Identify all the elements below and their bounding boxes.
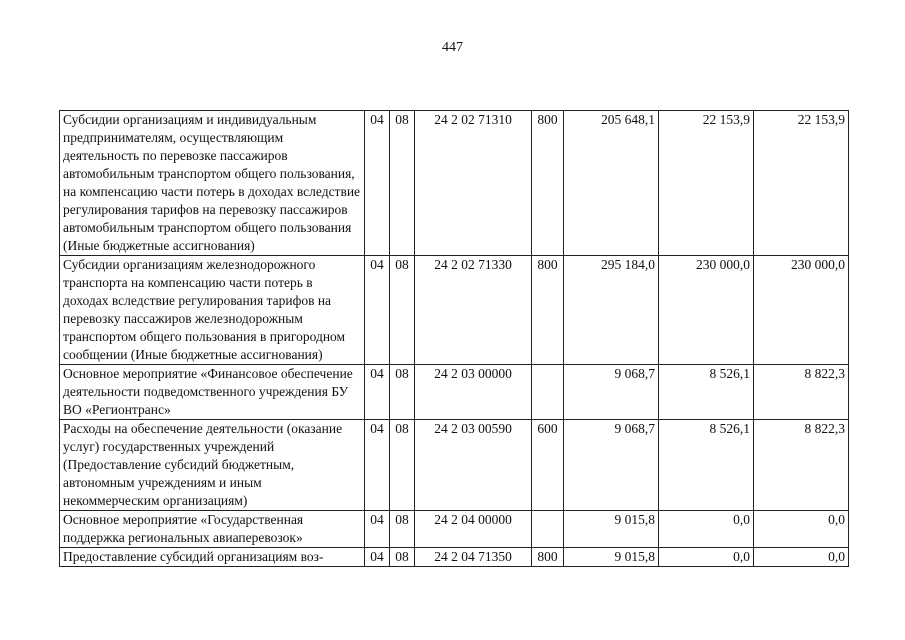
section-code: 04: [365, 111, 390, 256]
amount-year-3: 0,0: [754, 548, 849, 567]
page-number: 447: [442, 40, 463, 55]
subsection-code: 08: [390, 548, 415, 567]
section-code: 04: [365, 365, 390, 420]
table-row: [60, 111, 849, 256]
expense-type-code: [532, 365, 564, 420]
subsection-code: 08: [390, 256, 415, 365]
amount-year-3: 22 153,9: [754, 111, 849, 256]
row-name: Субсидии организациям железнодорожного транспорта на компенсацию части потерь в доходах вследствие регулирования тарифов на перевозку пассажиров железнодорожным транспортом общего пользования в пригородном сообщении (Иные бюджетные ассигнования): [60, 256, 365, 365]
amount-year-1: 9 068,7: [564, 420, 659, 511]
expense-type-code: 800: [532, 111, 564, 256]
expense-type-code: 800: [532, 256, 564, 365]
section-code: 04: [365, 256, 390, 365]
amount-year-1: 9 015,8: [564, 548, 659, 567]
section-code: 04: [365, 511, 390, 548]
row-name: Основное мероприятие «Государственная поддержка региональных авиаперевозок»: [60, 511, 365, 548]
table-row: [60, 256, 849, 365]
target-article-code: 24 2 03 00000: [415, 365, 532, 420]
target-article-code: 24 2 04 71350: [415, 548, 532, 567]
target-article-code: 24 2 02 71310: [415, 111, 532, 256]
section-code: 04: [365, 420, 390, 511]
row-name: Субсидии организациям и индивидуальным предпринимателям, осуществляющим деятельность по перевозке пассажиров автомобильным транспортом общего пользования, на компенсацию части потерь в доходах вследствие регулирования тарифов на перевозку пассажиров автомобильным транспортом общего пользования (Иные бюджетные ассигнования): [60, 111, 365, 256]
expense-type-code: 600: [532, 420, 564, 511]
subsection-code: 08: [390, 511, 415, 548]
expense-type-code: [532, 511, 564, 548]
amount-year-2: 230 000,0: [659, 256, 754, 365]
section-code: 04: [365, 548, 390, 567]
amount-year-1: 9 068,7: [564, 365, 659, 420]
subsection-code: 08: [390, 365, 415, 420]
table-row: [60, 511, 849, 548]
subsection-code: 08: [390, 111, 415, 256]
table-row: [60, 548, 849, 567]
amount-year-2: 8 526,1: [659, 365, 754, 420]
amount-year-3: 230 000,0: [754, 256, 849, 365]
amount-year-3: 8 822,3: [754, 420, 849, 511]
amount-year-1: 9 015,8: [564, 511, 659, 548]
amount-year-2: 0,0: [659, 548, 754, 567]
table-row: [60, 365, 849, 420]
row-name: Расходы на обеспечение деятельности (оказание услуг) государственных учреждений (Предоставление субсидий бюджетным, автономным учреждениям и иным некоммерческим организациям): [60, 420, 365, 511]
target-article-code: 24 2 04 00000: [415, 511, 532, 548]
subsection-code: 08: [390, 420, 415, 511]
amount-year-2: 22 153,9: [659, 111, 754, 256]
row-name: Предоставление субсидий организациям воз-: [60, 548, 365, 567]
target-article-code: 24 2 03 00590: [415, 420, 532, 511]
amount-year-1: 295 184,0: [564, 256, 659, 365]
table-row: [60, 420, 849, 511]
target-article-code: 24 2 02 71330: [415, 256, 532, 365]
expense-type-code: 800: [532, 548, 564, 567]
amount-year-1: 205 648,1: [564, 111, 659, 256]
amount-year-3: 8 822,3: [754, 365, 849, 420]
amount-year-2: 8 526,1: [659, 420, 754, 511]
budget-table: [59, 110, 849, 567]
amount-year-3: 0,0: [754, 511, 849, 548]
row-name: Основное мероприятие «Финансовое обеспечение деятельности подведомственного учреждения БУ ВО «Регионтранс»: [60, 365, 365, 420]
amount-year-2: 0,0: [659, 511, 754, 548]
